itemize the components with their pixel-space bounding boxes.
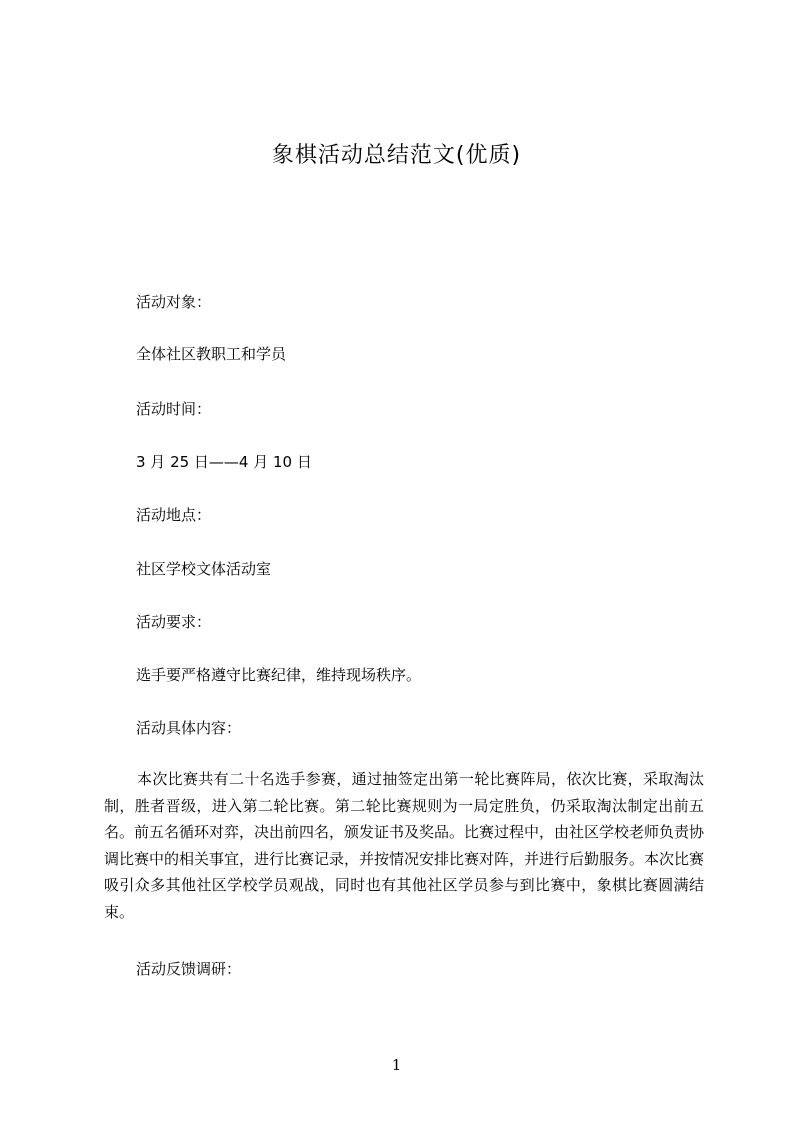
label-activity-time: 活动时间： xyxy=(136,400,212,418)
page-number: 1 xyxy=(391,1056,402,1074)
label-activity-content: 活动具体内容： xyxy=(136,719,242,737)
label-activity-target: 活动对象： xyxy=(136,293,212,311)
label-activity-feedback: 活动反馈调研： xyxy=(136,960,242,978)
label-activity-location: 活动地点： xyxy=(136,506,212,524)
document-title: 象棋活动总结范文(优质) xyxy=(271,143,522,168)
label-activity-requirements: 活动要求： xyxy=(136,613,212,631)
value-activity-target: 全体社区教职工和学员 xyxy=(136,345,287,363)
value-activity-location: 社区学校文体活动室 xyxy=(136,560,272,578)
content-paragraph: 本次比赛共有二十名选手参赛，通过抽签定出第一轮比赛阵局，依次比赛，采取淘汰制，胜者晋级，进入第二轮比赛。第二轮比赛规则为一局定胜负，仍采取淘汰制定出前五名。前五名循环对弈，决出前四名，颁发证书及奖品。比赛过程中，由社区学校老师负责协调比赛中的相关事宜，进行比赛记录，并按情况安排比赛对阵，并进行后勤服务。本次比赛吸引众多其他社区学校学员观战，同时也有其他社区学员参与到比赛中，象棋比赛圆满结束。 xyxy=(104,770,705,921)
value-activity-time: 3 月 25 日——4 月 10 日 xyxy=(136,453,312,471)
value-activity-requirements: 选手要严格遵守比赛纪律，维持现场秩序。 xyxy=(136,666,422,684)
